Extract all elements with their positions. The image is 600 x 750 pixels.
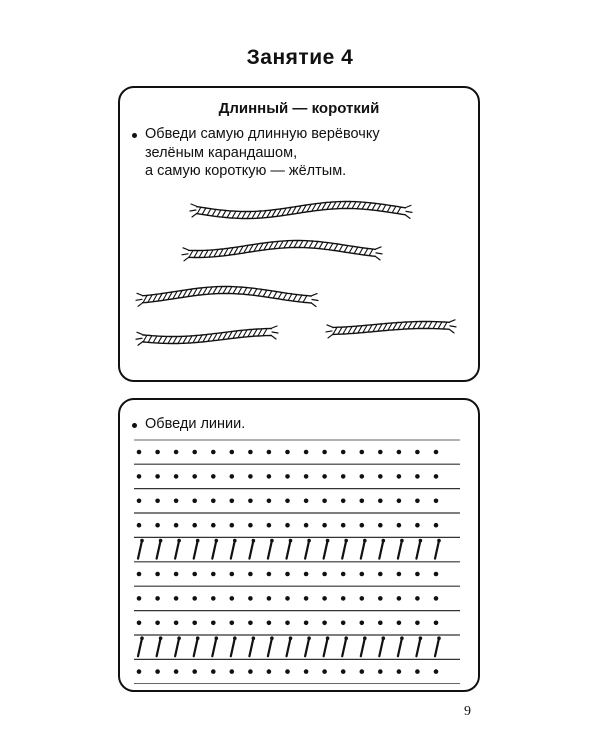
tracing-dot [322,450,327,455]
tracing-dot [137,596,142,601]
dot-row [134,586,460,610]
stroke-start-dot [289,539,293,543]
tracing-dot [322,669,327,674]
tracing-dot [192,669,197,674]
tracing-dot [397,474,402,479]
stroke-start-dot [140,636,144,640]
tracing-dot [434,621,439,626]
tracing-dot [304,621,309,626]
stroke-mark [175,638,179,656]
tracing-dot [192,450,197,455]
rope [190,202,412,219]
rope [182,241,382,261]
tracing-dot [137,499,142,504]
tracing-dot [192,572,197,577]
tracing-dot [360,669,365,674]
tracing-dot [211,450,216,455]
tracing-dot [434,499,439,504]
tracing-dot [155,596,160,601]
tracing-dot [211,523,216,528]
stroke-mark [379,541,383,559]
tracing-dot [415,523,420,528]
tracing-dot [155,499,160,504]
dot-row [134,562,460,586]
rope [326,320,456,338]
tracing-dot [397,596,402,601]
stroke-mark [416,541,420,559]
stroke-start-dot [270,636,274,640]
tracing-dot [137,669,142,674]
stroke-mark [249,638,253,656]
tracing-dot [378,450,383,455]
stroke-start-dot [252,539,256,543]
stroke-start-dot [233,636,237,640]
tracing-dot [360,596,365,601]
tracing-dot [267,621,272,626]
tracing-dot [267,499,272,504]
tracing-dot [230,669,235,674]
stroke-start-dot [252,636,256,640]
tracing-dot [248,596,253,601]
dot-row [134,611,460,635]
lesson-title: Занятие 4 [246,46,354,69]
page-number: 9 [464,704,471,719]
tracing-dot [322,621,327,626]
tracing-dot [304,669,309,674]
tracing-dot [434,523,439,528]
tracing-dot [211,499,216,504]
tracing-dot [397,450,402,455]
stroke-mark [194,541,198,559]
tracing-dot [230,621,235,626]
stroke-start-dot [419,636,423,640]
tracing-dot [155,474,160,479]
tracing-dot [267,523,272,528]
stroke-start-dot [326,636,330,640]
dot-row [134,513,460,537]
tracing-dot [341,499,346,504]
tracing-dot [174,450,179,455]
tracing-dot [211,572,216,577]
tracing-dot [360,523,365,528]
tracing-dot [304,596,309,601]
tracing-dot [192,474,197,479]
stroke-row [134,538,460,562]
tracing-dot [378,572,383,577]
task-instruction: Обведи линии. [145,416,246,432]
stroke-mark [287,541,291,559]
tracing-dot [360,474,365,479]
tracing-dot [415,499,420,504]
tracing-dot [304,474,309,479]
tracing-dot [155,669,160,674]
tracing-dot [322,499,327,504]
tracing-dot [137,621,142,626]
tracing-dot [192,596,197,601]
task-card-lines [118,398,480,692]
ropes-illustration [120,88,478,380]
stroke-mark [435,638,439,656]
stroke-start-dot [177,539,181,543]
tracing-dot [267,596,272,601]
stroke-start-dot [363,636,367,640]
tracing-dot [248,621,253,626]
tracing-dot [285,474,290,479]
tracing-dot [285,523,290,528]
instruction-line: а самую короткую — жёлтым. [145,163,347,179]
tracing-dot [415,450,420,455]
tracing-dot [397,499,402,504]
stroke-mark [361,541,365,559]
tracing-dot [304,523,309,528]
tracing-dot [322,572,327,577]
stroke-mark [138,541,142,559]
stroke-start-dot [196,636,200,640]
tracing-dot [155,621,160,626]
tracing-dot [285,499,290,504]
tracing-dot [341,621,346,626]
stroke-start-dot [307,539,311,543]
stroke-start-dot [140,539,144,543]
tracing-dot [360,621,365,626]
tracing-dot [341,669,346,674]
stroke-start-dot [400,539,404,543]
stroke-start-dot [233,539,237,543]
tracing-dot [248,669,253,674]
tracing-dot [211,596,216,601]
tracing-dot [230,596,235,601]
tracing-dot [285,450,290,455]
dot-row [134,660,460,684]
tracing-dot [285,572,290,577]
tracing-dot [267,474,272,479]
tracing-dot [137,523,142,528]
tracing-dot [248,499,253,504]
stroke-start-dot [215,539,219,543]
tracing-dot [341,523,346,528]
tracing-dot [230,499,235,504]
stroke-start-dot [270,539,274,543]
stroke-mark [342,541,346,559]
dot-row [134,440,460,464]
stroke-start-dot [437,539,441,543]
tracing-dot [285,621,290,626]
stroke-start-dot [177,636,181,640]
tracing-dot [192,621,197,626]
tracing-dot [174,596,179,601]
tracing-dot [211,621,216,626]
tracing-dot [304,572,309,577]
tracing-dot [360,450,365,455]
tracing-dot [267,450,272,455]
stroke-mark [305,638,309,656]
tracing-dot [415,596,420,601]
tracing-lines [120,400,478,690]
tracing-dot [285,596,290,601]
task-card-rope [118,86,480,382]
tracing-dot [285,669,290,674]
stroke-start-dot [400,636,404,640]
tracing-dot [137,450,142,455]
stroke-start-dot [437,636,441,640]
tracing-dot [434,572,439,577]
tracing-dot [415,474,420,479]
tracing-dot [360,499,365,504]
tracing-dot [230,572,235,577]
stroke-start-dot [196,539,200,543]
tracing-dot [378,523,383,528]
tracing-dot [322,474,327,479]
tracing-dot [174,621,179,626]
tracing-dot [248,474,253,479]
tracing-dot [230,474,235,479]
tracing-dot [322,523,327,528]
tracing-dot [378,621,383,626]
stroke-mark [342,638,346,656]
stroke-start-dot [215,636,219,640]
tracing-dot [378,474,383,479]
dot-row [134,464,460,488]
rope [136,326,278,345]
tracing-dot [211,669,216,674]
tracing-dot [397,523,402,528]
stroke-mark [249,541,253,559]
instruction-line: зелёным карандашом, [145,144,298,161]
tracing-dot [397,621,402,626]
stroke-mark [194,638,198,656]
stroke-mark [212,638,216,656]
tracing-dot [155,523,160,528]
tracing-dot [230,450,235,455]
tracing-dot [415,621,420,626]
tracing-dot [434,450,439,455]
stroke-start-dot [344,636,348,640]
tracing-dot [155,450,160,455]
stroke-mark [416,638,420,656]
tracing-dot [397,669,402,674]
stroke-mark [175,541,179,559]
stroke-start-dot [419,539,423,543]
stroke-start-dot [159,636,163,640]
tracing-dot [192,523,197,528]
stroke-mark [231,638,235,656]
tracing-dot [248,572,253,577]
dot-row [134,489,460,513]
stroke-start-dot [289,636,293,640]
tracing-dot [378,596,383,601]
stroke-start-dot [326,539,330,543]
stroke-mark [305,541,309,559]
stroke-mark [231,541,235,559]
tracing-dot [174,474,179,479]
stroke-start-dot [363,539,367,543]
stroke-mark [398,541,402,559]
stroke-mark [361,638,365,656]
tracing-dot [434,596,439,601]
stroke-mark [157,638,161,656]
stroke-mark [268,638,272,656]
stroke-mark [435,541,439,559]
stroke-start-dot [307,636,311,640]
stroke-mark [157,541,161,559]
stroke-mark [268,541,272,559]
stroke-mark [212,541,216,559]
tracing-dot [415,572,420,577]
stroke-start-dot [382,539,386,543]
tracing-dot [341,596,346,601]
stroke-mark [138,638,142,656]
tracing-dot [322,596,327,601]
tracing-dot [434,669,439,674]
tracing-dot [397,572,402,577]
tracing-dot [267,669,272,674]
tracing-dot [267,572,272,577]
tracing-dot [415,669,420,674]
stroke-row [134,635,460,659]
tracing-dot [248,523,253,528]
stroke-start-dot [159,539,163,543]
tracing-dot [174,499,179,504]
tracing-dot [434,474,439,479]
tracing-dot [248,450,253,455]
tracing-dot [174,523,179,528]
tracing-dot [304,450,309,455]
tracing-dot [155,572,160,577]
task-title: Длинный — короткий [218,100,380,117]
tracing-dot [341,572,346,577]
tracing-dot [341,450,346,455]
rope [136,287,318,307]
tracing-dot [137,572,142,577]
tracing-dot [174,669,179,674]
tracing-dot [378,669,383,674]
tracing-dot [211,474,216,479]
stroke-start-dot [344,539,348,543]
tracing-dot [230,523,235,528]
tracing-dot [360,572,365,577]
stroke-mark [398,638,402,656]
tracing-dot [341,474,346,479]
tracing-dot [304,499,309,504]
stroke-mark [379,638,383,656]
tracing-dot [192,499,197,504]
tracing-dot [378,499,383,504]
instruction-line: Обведи самую длинную верёвочку [145,126,380,142]
stroke-mark [324,638,328,656]
tracing-dot [174,572,179,577]
stroke-mark [324,541,328,559]
tracing-dot [137,474,142,479]
stroke-start-dot [382,636,386,640]
stroke-mark [287,638,291,656]
